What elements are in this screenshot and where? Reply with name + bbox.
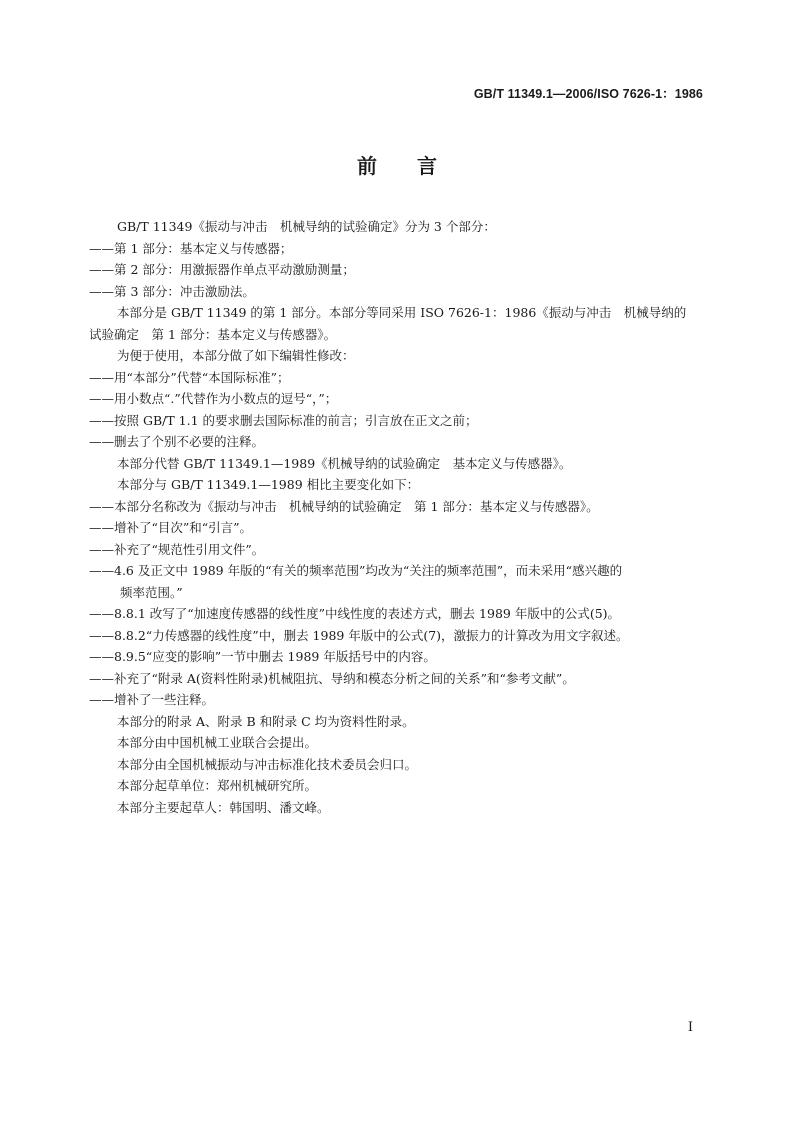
list-item-editorial-2: ——用小数点“.”代替作为小数点的逗号“，”； [89,391,338,406]
list-item-editorial-3: ——按照 GB/T 1.1 的要求删去国际标准的前言；引言放在正文之前； [89,412,478,428]
list-item-change-1: ——本部分名称改为《振动与冲击 机械导纳的试验确定 第 1 部分：基本定义与传感器》。 [89,498,599,514]
list-item-change-5: ——8.8.1 改写了“加速度传感器的线性度”中线性度的表述方式，删去 1989 年版中的公式(5)。 [89,606,621,621]
list-item-part-2: ——第 2 部分：用激振器作单点平动激励测量； [89,262,355,277]
paragraph-drafting-unit: 本部分起草单位：郑州机械研究所。 [117,778,318,793]
list-item-editorial-4: ——删去了个别不必要的注释。 [89,434,265,449]
page-title: 前 言 [357,154,437,178]
paragraph-replaces: 本部分代替 GB/T 11349.1—1989《机械导纳的试验确定 基本定义与传感器》。 [117,455,572,471]
foreword-body [89,216,707,818]
list-item-editorial-1: ——用“本部分”代替“本国际标准”； [89,369,290,385]
list-item-change-9: ——增补了一些注释。 [89,692,215,707]
paragraph-adoption-line-2: 试验确定 第 1 部分：基本定义与传感器》。 [89,326,337,342]
paragraph-parts-intro: GB/T 11349《振动与冲击 机械导纳的试验确定》分为 3 个部分： [117,219,496,234]
list-item-change-4-line-2: 频率范围。” [120,584,183,600]
paragraph-appendices: 本部分的附录 A、附录 B 和附录 C 均为资料性附录。 [117,713,415,729]
list-item-change-2: ——增补了“目次”和“引言”。 [89,520,253,535]
paragraph-main-drafters: 本部分主要起草人：韩国明、潘文峰。 [117,799,330,815]
list-item-change-7: ——8.9.5“应变的影响”一节中删去 1989 年版括号中的内容。 [89,649,436,664]
list-item-change-4-line-1: ——4.6 及正文中 1989 年版的“有关的频率范围”均改为“关注的频率范围”，而未采用“感兴趣的 [89,563,623,578]
standard-code-header: GB/T 11349.1—2006/ISO 7626-1：1986 [473,87,703,101]
page-number: I [687,1020,693,1035]
list-item-part-3: ——第 3 部分：冲击激励法。 [89,283,255,299]
paragraph-changes-intro: 本部分与 GB/T 11349.1—1989 相比主要变化如下： [117,477,420,492]
paragraph-adoption-line-1: 本部分是 GB/T 11349 的第 1 部分。本部分等同采用 ISO 7626-1：1986《振动与冲击 机械导纳的 [117,305,687,320]
list-item-change-3: ——补充了“规范性引用文件”。 [89,541,265,557]
list-item-change-6: ——8.8.2“力传感器的线性度”中，删去 1989 年版中的公式(7)，激振力的计算改为用文字叙述。 [89,627,629,643]
paragraph-proposed-by: 本部分由中国机械工业联合会提出。 [117,735,318,750]
list-item-part-1: ——第 1 部分：基本定义与传感器； [89,240,293,256]
paragraph-editorial-intro: 为便于使用，本部分做了如下编辑性修改： [117,348,355,363]
paragraph-under-jurisdiction: 本部分由全国机械振动与冲击标准化技术委员会归口。 [117,756,418,772]
list-item-change-8: ——补充了“附录 A(资料性附录)机械阻抗、导纳和模态分析之间的关系”和“参考文献”。 [89,670,575,686]
